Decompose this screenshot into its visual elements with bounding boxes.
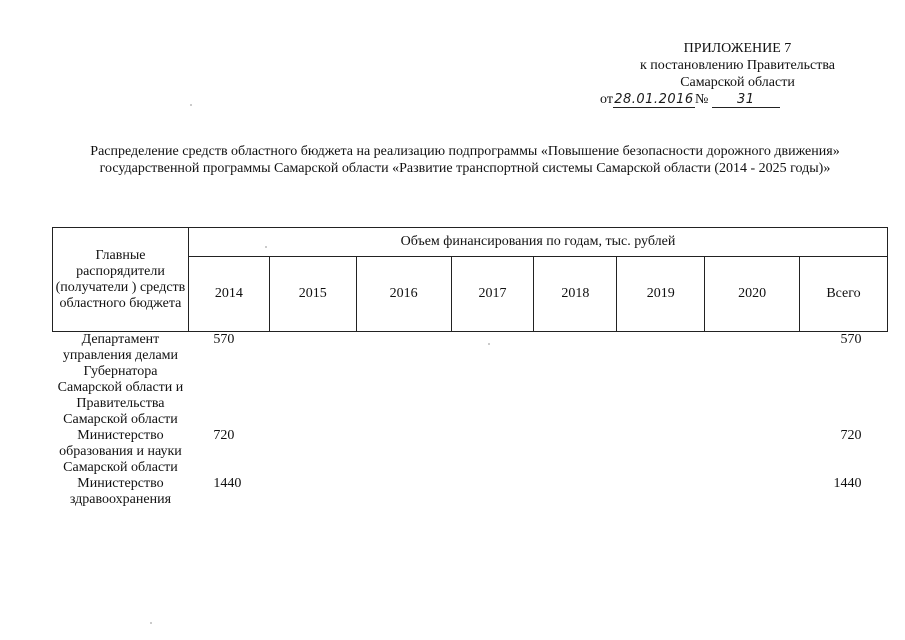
recipient-name: Министерство образования и науки Самарской области <box>59 428 182 475</box>
scan-speck <box>190 104 192 106</box>
value-2014: 570 <box>213 332 235 347</box>
table-row <box>53 476 888 508</box>
header-total: Всего <box>800 257 888 332</box>
value-total: 720 <box>840 428 862 443</box>
date-prefix: от <box>600 92 613 107</box>
recipient-name: Департамент управления делами Губернатора Самарской области и Правительства Самарской области <box>57 332 184 427</box>
value-2014: 1440 <box>213 476 242 491</box>
header-year: 2016 <box>356 257 451 332</box>
appendix-number: ПРИЛОЖЕНИЕ 7 <box>683 41 792 56</box>
scan-speck <box>265 246 267 248</box>
scan-speck <box>150 622 152 624</box>
header-financing-group: Объем финансирования по годам, тыс. рублей <box>188 228 887 257</box>
handwritten-number: 31 <box>712 92 780 108</box>
document-title: Распределение средств областного бюджета на реализацию подпрограммы «Повышение безопасности дорожного движения» государственной программы Самарской области «Развитие транспортной системы Самарской области (2014 - 2025 годы)» <box>90 144 840 176</box>
header-year: 2014 <box>188 257 269 332</box>
table-row <box>53 332 888 429</box>
header-year: 2020 <box>705 257 800 332</box>
value-total: 570 <box>840 332 862 347</box>
header-year: 2019 <box>617 257 705 332</box>
header-recipients: Главные распорядители (получатели ) средств областного бюджета <box>53 228 189 332</box>
handwritten-date: 28.01.2016 <box>614 92 694 107</box>
scan-speck <box>488 343 490 345</box>
value-total: 1440 <box>833 476 862 491</box>
header-year: 2018 <box>534 257 617 332</box>
appendix-reference <box>600 91 905 108</box>
header-year: 2017 <box>451 257 534 332</box>
appendix-header <box>560 40 905 108</box>
header-year: 2015 <box>269 257 356 332</box>
table-row <box>53 428 888 476</box>
number-prefix: № <box>694 92 709 107</box>
value-2014: 720 <box>213 428 235 443</box>
recipient-name: Министерство здравоохранения <box>69 476 172 507</box>
appendix-region: Самарской области <box>680 75 795 90</box>
financing-table <box>52 227 888 508</box>
appendix-resolution-label: к постановлению Правительства <box>639 58 836 73</box>
